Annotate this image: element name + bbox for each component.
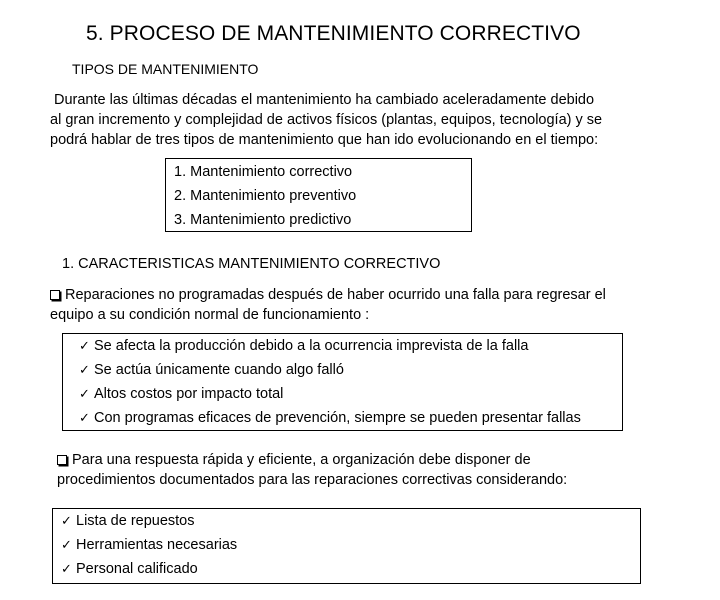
consideration-text: Herramientas necesarias (76, 537, 238, 553)
characteristic-text: Se actúa únicamente cuando algo falló (94, 362, 344, 378)
checkmark-icon: ✓ (79, 410, 90, 425)
checkmark-icon: ✓ (79, 362, 90, 377)
characteristic-text: Se afecta la producción debido a la ocurrencia imprevista de la falla (94, 338, 529, 354)
intro-paragraph (50, 90, 602, 150)
bullet-paragraph-1 (50, 285, 606, 325)
intro-line: podrá hablar de tres tipos de mantenimiento que han ido evolucionando en el tiempo: (50, 132, 599, 148)
bullet-text: Reparaciones no programadas después de haber ocurrido una falla para regresar el (65, 287, 606, 303)
characteristic-item (79, 334, 622, 358)
bullet-line: equipo a su condición normal de funcionamiento : (50, 307, 370, 323)
checkmark-icon: ✓ (61, 537, 72, 552)
characteristic-item (79, 382, 622, 406)
intro-line: al gran incremento y complejidad de activos físicos (plantas, equipos, tecnología) y se (50, 112, 603, 128)
considerations-box (52, 508, 641, 584)
characteristic-text: Altos costos por impacto total (94, 386, 284, 402)
type-item: 2. Mantenimiento preventivo (174, 188, 357, 204)
checkmark-icon: ✓ (79, 338, 90, 353)
type-item: 1. Mantenimiento correctivo (174, 164, 353, 180)
consideration-item (61, 557, 640, 581)
checkmark-icon: ✓ (79, 386, 90, 401)
bullet-line (57, 450, 567, 470)
page-title: 5. PROCESO DE MANTENIMIENTO CORRECTIVO (86, 22, 581, 45)
bullet-line (50, 285, 606, 305)
characteristics-box (62, 333, 623, 431)
characteristic-item (79, 358, 622, 382)
bullet-line: procedimientos documentados para las reparaciones correctivas considerando: (57, 472, 568, 488)
characteristic-text: Con programas eficaces de prevención, siempre se pueden presentar fallas (94, 410, 581, 426)
maintenance-types-box (165, 158, 472, 232)
bullet-paragraph-2 (57, 450, 567, 490)
subtitle: TIPOS DE MANTENIMIENTO (72, 61, 259, 77)
consideration-text: Personal calificado (76, 561, 198, 577)
consideration-item (61, 533, 640, 557)
section-heading: 1. CARACTERISTICAS MANTENIMIENTO CORRECTIVO (62, 256, 441, 272)
bullet-text: Para una respuesta rápida y eficiente, a organización debe disponer de (72, 452, 531, 468)
square-bullet-icon (50, 290, 60, 300)
intro-line: Durante las últimas décadas el mantenimiento ha cambiado aceleradamente debido (54, 92, 595, 108)
characteristic-item (79, 406, 622, 430)
square-bullet-icon (57, 455, 67, 465)
consideration-text: Lista de repuestos (76, 513, 195, 529)
type-item: 3. Mantenimiento predictivo (174, 212, 352, 228)
checkmark-icon: ✓ (61, 561, 72, 576)
consideration-item (61, 509, 640, 533)
checkmark-icon: ✓ (61, 513, 72, 528)
